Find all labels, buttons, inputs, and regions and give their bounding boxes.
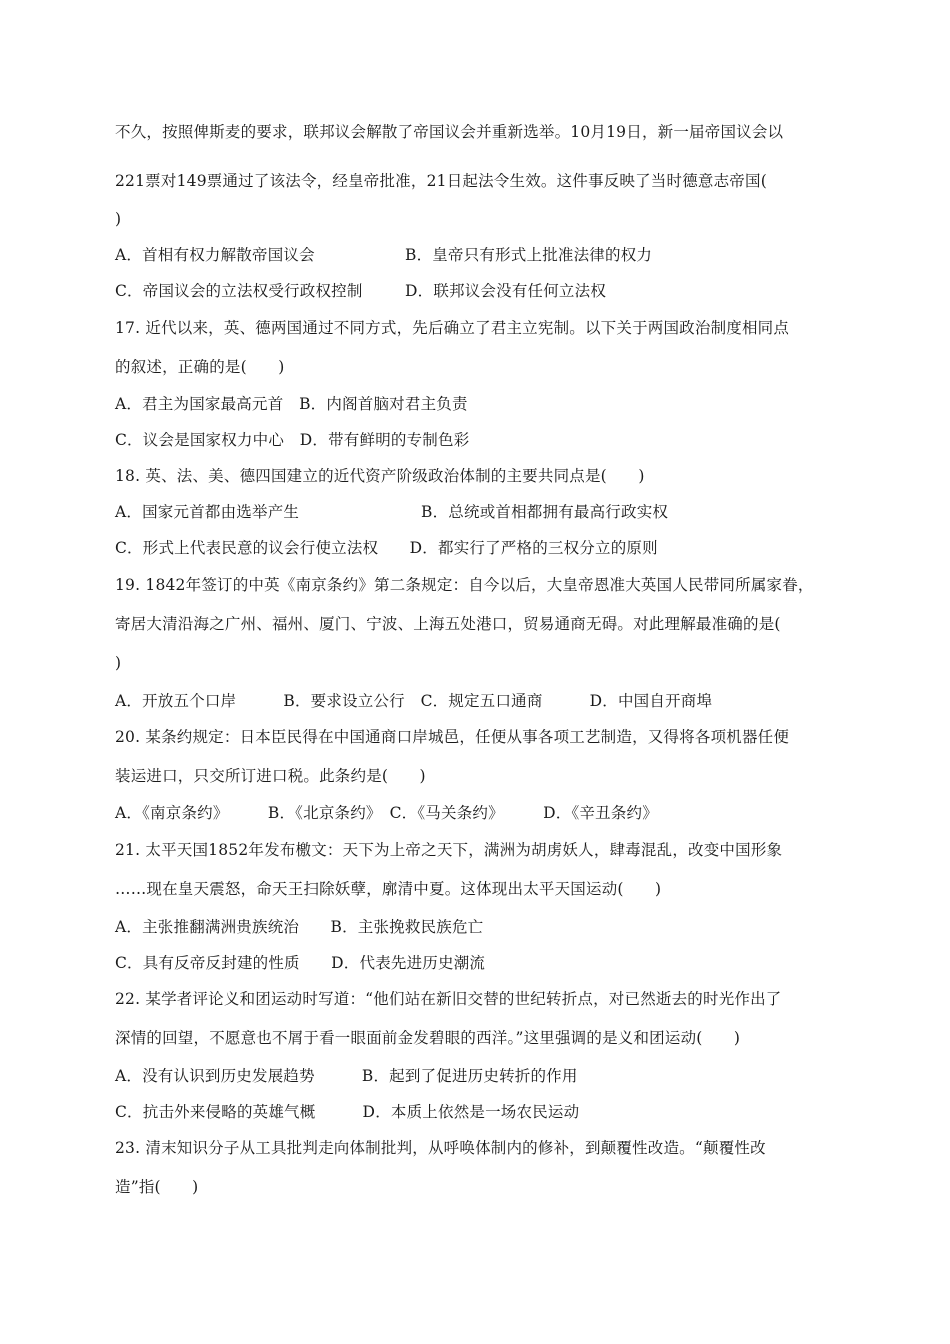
q21-text-line-2: ……现在皇天震怒，命天王扫除妖孽，廓清中夏。这体现出太平天国运动( ) [115, 880, 662, 898]
q23-text-line-2: 造”指( ) [115, 1178, 199, 1196]
q21-options-row-2: C．具有反帝反封建的性质 D．代表先进历史潮流 [115, 954, 486, 972]
q18-option-b: B．总统或首相都拥有最高行政实权 [421, 503, 669, 521]
q20-text-line-2: 装运进口，只交所订进口税。此条约是( ) [115, 767, 426, 785]
q16-text-line-1: 不久，按照俾斯麦的要求，联邦议会解散了帝国议会并重新选举。10月19日，新一届帝国议会以 [115, 123, 784, 141]
q18-text: 18. 英、法、美、德四国建立的近代资产阶级政治体制的主要共同点是( ) [115, 467, 645, 485]
q20-text-line-1: 20. 某条约规定：日本臣民得在中国通商口岸城邑，任便从事各项工艺制造，又得将各项机器任便 [115, 728, 790, 746]
q19-text-line-2: 寄居大清沿海之广州、福州、厦门、宁波、上海五处港口，贸易通商无碍。对此理解最准确的是( [115, 615, 781, 633]
q16-option-a: A．首相有权力解散帝国议会 [115, 246, 315, 264]
q17-text-line-1: 17. 近代以来，英、德两国通过不同方式，先后确立了君主立宪制。以下关于两国政治制度相同点 [115, 319, 790, 337]
q22-options-row-2: C．抗击外来侵略的英雄气概 D．本质上依然是一场农民运动 [115, 1103, 580, 1121]
q19-text-line-1: 19. 1842年签订的中英《南京条约》第二条规定：自今以后，大皇帝恩准大英国人民带同所属家眷， [115, 576, 814, 594]
q19-text-line-3: ) [115, 654, 122, 672]
q21-options-row-1: A．主张推翻满洲贵族统治 B．主张挽救民族危亡 [115, 918, 484, 936]
q17-options-row-2: C．议会是国家权力中心 D．带有鲜明的专制色彩 [115, 431, 470, 449]
q16-option-b: B．皇帝只有形式上批准法律的权力 [405, 246, 653, 264]
q19-options: A．开放五个口岸 B．要求设立公行 C．规定五口通商 D．中国自开商埠 [115, 692, 713, 710]
q16-option-c: C．帝国议会的立法权受行政权控制 [115, 282, 363, 300]
q16-text-line-3: ) [115, 210, 122, 228]
q16-option-d: D．联邦议会没有任何立法权 [405, 282, 607, 300]
q21-text-line-1: 21. 太平天国1852年发布檄文：天下为上帝之天下，满洲为胡虏妖人，肆毒混乱，改变中国形象 [115, 841, 783, 859]
q23-text-line-1: 23. 清末知识分子从工具批判走向体制批判，从呼唤体制内的修补，到颠覆性改造。“颠覆性改 [115, 1139, 766, 1157]
q18-option-a: A．国家元首都由选举产生 [115, 503, 300, 521]
q17-text-line-2: 的叙述，正确的是( ) [115, 358, 285, 376]
q20-options: A．《南京条约》 B．《北京条约》 C．《马关条约》 D．《辛丑条约》 [115, 804, 658, 822]
q22-text-line-2: 深情的回望，不愿意也不屑于看一眼面前金发碧眼的西洋。”这里强调的是义和团运动( ) [115, 1029, 741, 1047]
q22-options-row-1: A．没有认识到历史发展趋势 B．起到了促进历史转折的作用 [115, 1067, 578, 1085]
q16-text-line-2: 221票对149票通过了该法令，经皇帝批准，21日起法令生效。这件事反映了当时德意志帝国( [115, 172, 767, 190]
q22-text-line-1: 22. 某学者评论义和团运动时写道：“他们站在新旧交替的世纪转折点，对已然逝去的时光作出了 [115, 990, 782, 1008]
q17-options-row-1: A．君主为国家最高元首 B．内阁首脑对君主负责 [115, 395, 468, 413]
q18-options-row-2: C．形式上代表民意的议会行使立法权 D．都实行了严格的三权分立的原则 [115, 539, 658, 557]
